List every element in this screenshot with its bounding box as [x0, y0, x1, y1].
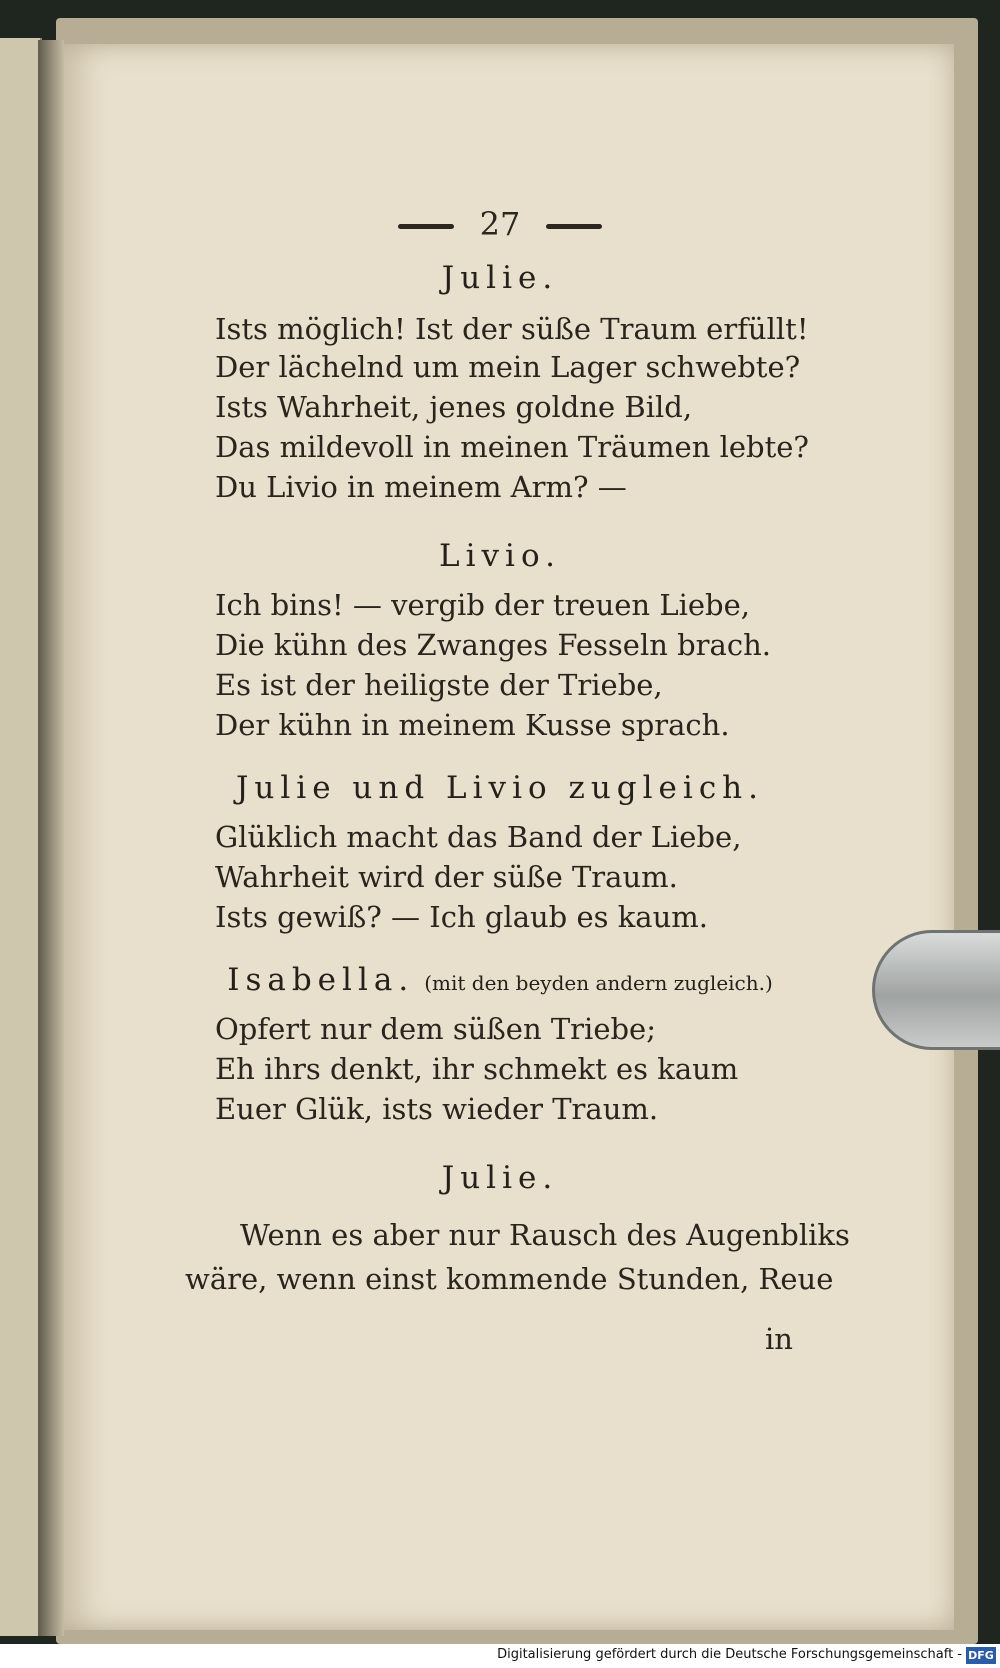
right-ornament-rule: [546, 224, 602, 229]
verse-line: Opfert nur dem süßen Triebe;: [215, 1012, 656, 1046]
verse-line: Der lächelnd um mein Lager schwebte?: [215, 350, 801, 384]
footer-bar: [0, 1644, 1000, 1668]
verse-line: Ists möglich! Ist der süße Traum erfüllt!: [215, 312, 809, 346]
speaker-heading: [0, 962, 1000, 998]
prose-line: Wenn es aber nur Rausch des Augenbliks: [240, 1218, 850, 1252]
page-number: [0, 205, 1000, 243]
page-number-text: 27: [479, 205, 521, 243]
speaker-heading: Livio.: [439, 538, 561, 574]
verse-line: Glüklich macht das Band der Liebe,: [215, 820, 742, 854]
verse-line: Die kühn des Zwanges Fesseln brach.: [215, 628, 771, 662]
clip-body: [872, 930, 1000, 1050]
verse-line: Du Livio in meinem Arm? —: [215, 470, 627, 504]
dfg-logo-icon: DFG: [966, 1647, 996, 1664]
verse-line: Ists Wahrheit, jenes goldne Bild,: [215, 390, 693, 424]
speaker-heading: Julie.: [441, 1160, 559, 1196]
speaker-heading: Julie und Livio zugleich.: [236, 770, 764, 806]
verse-line: Wahrheit wird der süße Traum.: [215, 860, 678, 894]
verse-line: Ich bins! — vergib der treuen Liebe,: [215, 588, 750, 622]
prose-line: wäre, wenn einst kommende Stunden, Reue: [185, 1262, 834, 1296]
verse-line: Ists gewiß? — Ich glaub es kaum.: [215, 900, 708, 934]
catchword: in: [765, 1322, 793, 1356]
left-ornament-rule: [398, 224, 454, 229]
speaker-heading: Julie.: [441, 260, 559, 296]
footer-credit: Digitalisierung gefördert durch die Deutsche Forschungsgemeinschaft -: [497, 1647, 962, 1662]
page-clip: [872, 930, 1000, 1050]
verse-line: Euer Glük, ists wieder Traum.: [215, 1092, 659, 1126]
verse-line: Es ist der heiligste der Triebe,: [215, 668, 663, 702]
speaker-name: Isabella.: [227, 962, 415, 998]
stage-direction: (mit den beyden andern zugleich.): [424, 971, 773, 995]
verse-line: Eh ihrs denkt, ihr schmekt es kaum: [215, 1052, 739, 1086]
verse-line: Das mildevoll in meinen Träumen lebte?: [215, 430, 809, 464]
verse-line: Der kühn in meinem Kusse sprach.: [215, 708, 730, 742]
